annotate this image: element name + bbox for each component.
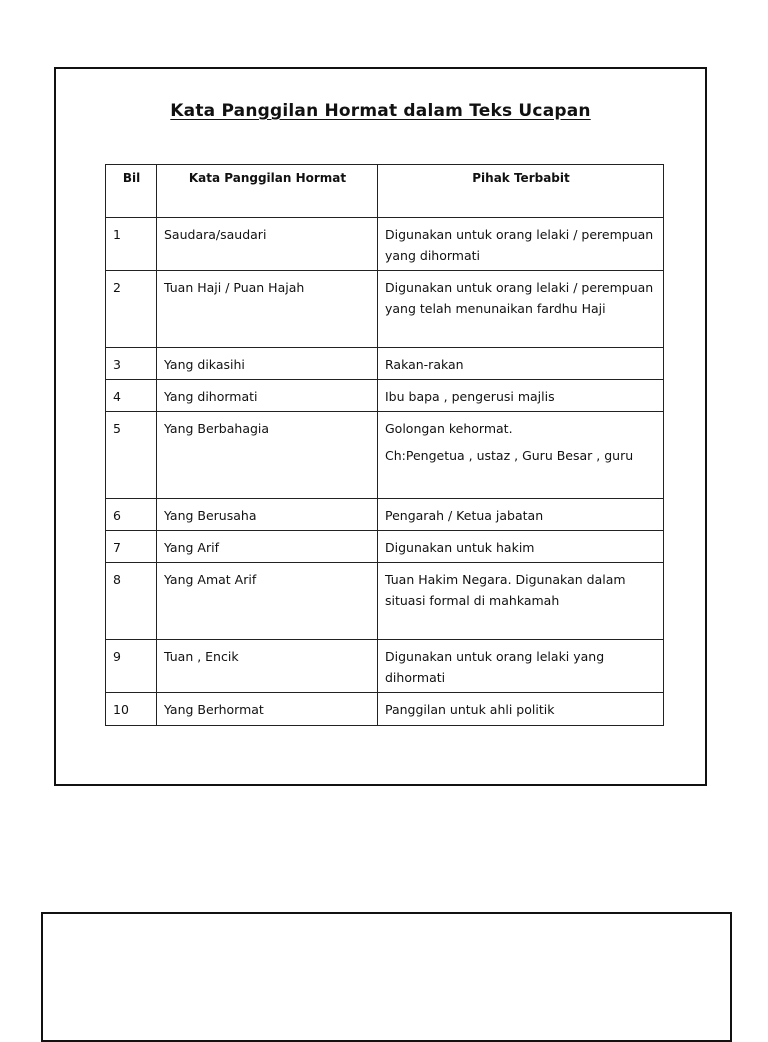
honorifics-table (105, 164, 664, 726)
cell-bil: 2 (106, 271, 157, 348)
cell-kata: Yang Berhormat (157, 693, 378, 726)
header-bil: Bil (106, 165, 157, 218)
table-row (106, 271, 664, 348)
cell-pihak: Digunakan untuk orang lelaki / perempuan yang telah menunaikan fardhu Haji (378, 271, 664, 348)
cell-kata: Yang Berusaha (157, 499, 378, 531)
cell-kata: Yang Berbahagia (157, 412, 378, 499)
cell-pihak: Ibu bapa , pengerusi majlis (378, 380, 664, 412)
cell-pihak (378, 412, 664, 499)
cell-bil: 8 (106, 563, 157, 640)
cell-pihak: Rakan-rakan (378, 348, 664, 380)
header-kata-panggilan: Kata Panggilan Hormat (157, 165, 378, 218)
table-row (106, 640, 664, 693)
cell-bil: 7 (106, 531, 157, 563)
cell-pihak: Digunakan untuk hakim (378, 531, 664, 563)
header-pihak-terbabit: Pihak Terbabit (378, 165, 664, 218)
cell-kata: Saudara/saudari (157, 218, 378, 271)
cell-bil: 4 (106, 380, 157, 412)
document-title: Kata Panggilan Hormat dalam Teks Ucapan (170, 101, 591, 121)
empty-frame (41, 912, 732, 1042)
cell-pihak-line1: Golongan kehormat. (385, 421, 513, 436)
cell-pihak-line2: Ch:Pengetua , ustaz , Guru Besar , guru (385, 448, 634, 463)
table-row (106, 412, 664, 499)
cell-pihak: Tuan Hakim Negara. Digunakan dalam situasi formal di mahkamah (378, 563, 664, 640)
cell-kata: Tuan , Encik (157, 640, 378, 693)
cell-pihak: Panggilan untuk ahli politik (378, 693, 664, 726)
table-row (106, 563, 664, 640)
content-frame (54, 67, 707, 786)
cell-pihak: Digunakan untuk orang lelaki / perempuan yang dihormati (378, 218, 664, 271)
cell-pihak: Digunakan untuk orang lelaki yang dihormati (378, 640, 664, 693)
table-row (106, 348, 664, 380)
cell-bil: 6 (106, 499, 157, 531)
table-row (106, 218, 664, 271)
cell-kata: Yang Arif (157, 531, 378, 563)
table-row (106, 499, 664, 531)
cell-bil: 5 (106, 412, 157, 499)
cell-bil: 10 (106, 693, 157, 726)
cell-bil: 3 (106, 348, 157, 380)
table-row (106, 380, 664, 412)
cell-bil: 1 (106, 218, 157, 271)
cell-pihak: Pengarah / Ketua jabatan (378, 499, 664, 531)
table-row (106, 693, 664, 726)
table-header-row (106, 165, 664, 218)
table-row (106, 531, 664, 563)
cell-kata: Yang Amat Arif (157, 563, 378, 640)
cell-kata: Yang dikasihi (157, 348, 378, 380)
cell-kata: Yang dihormati (157, 380, 378, 412)
cell-bil: 9 (106, 640, 157, 693)
cell-kata: Tuan Haji / Puan Hajah (157, 271, 378, 348)
